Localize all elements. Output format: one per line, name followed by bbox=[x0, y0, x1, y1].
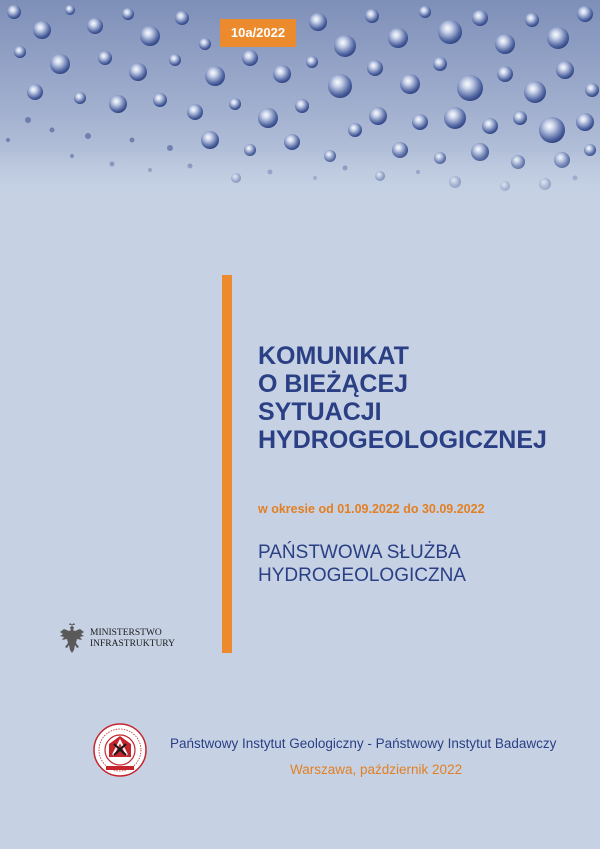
title-line: HYDROGEOLOGICZNEJ bbox=[258, 426, 547, 454]
ministry-line: INFRASTRUKTURY bbox=[90, 639, 175, 649]
polish-eagle-emblem bbox=[58, 622, 86, 656]
ministry-line: MINISTERSTWO bbox=[90, 628, 162, 638]
institute-name: Państwowy Instytut Geologiczny - Państwowy Instytut Badawczy bbox=[170, 736, 557, 751]
place-and-date: Warszawa, październik 2022 bbox=[290, 762, 463, 777]
water-droplets-photo bbox=[0, 0, 600, 205]
issue-number-badge: 10a/2022 bbox=[220, 19, 296, 47]
title-line: SYTUACJI bbox=[258, 398, 382, 426]
service-line: HYDROGEOLOGICZNA bbox=[258, 565, 466, 586]
service-line: PAŃSTWOWA SŁUŻBA bbox=[258, 542, 461, 563]
report-title bbox=[258, 342, 547, 454]
pig-pib-seal bbox=[92, 722, 148, 778]
title-line: KOMUNIKAT bbox=[258, 342, 409, 370]
service-name bbox=[258, 541, 466, 587]
ministry-name bbox=[90, 628, 175, 650]
reporting-period: w okresie od 01.09.2022 do 30.09.2022 bbox=[258, 502, 485, 516]
accent-bar bbox=[222, 275, 232, 653]
title-line: O BIEŻĄCEJ bbox=[258, 370, 409, 398]
